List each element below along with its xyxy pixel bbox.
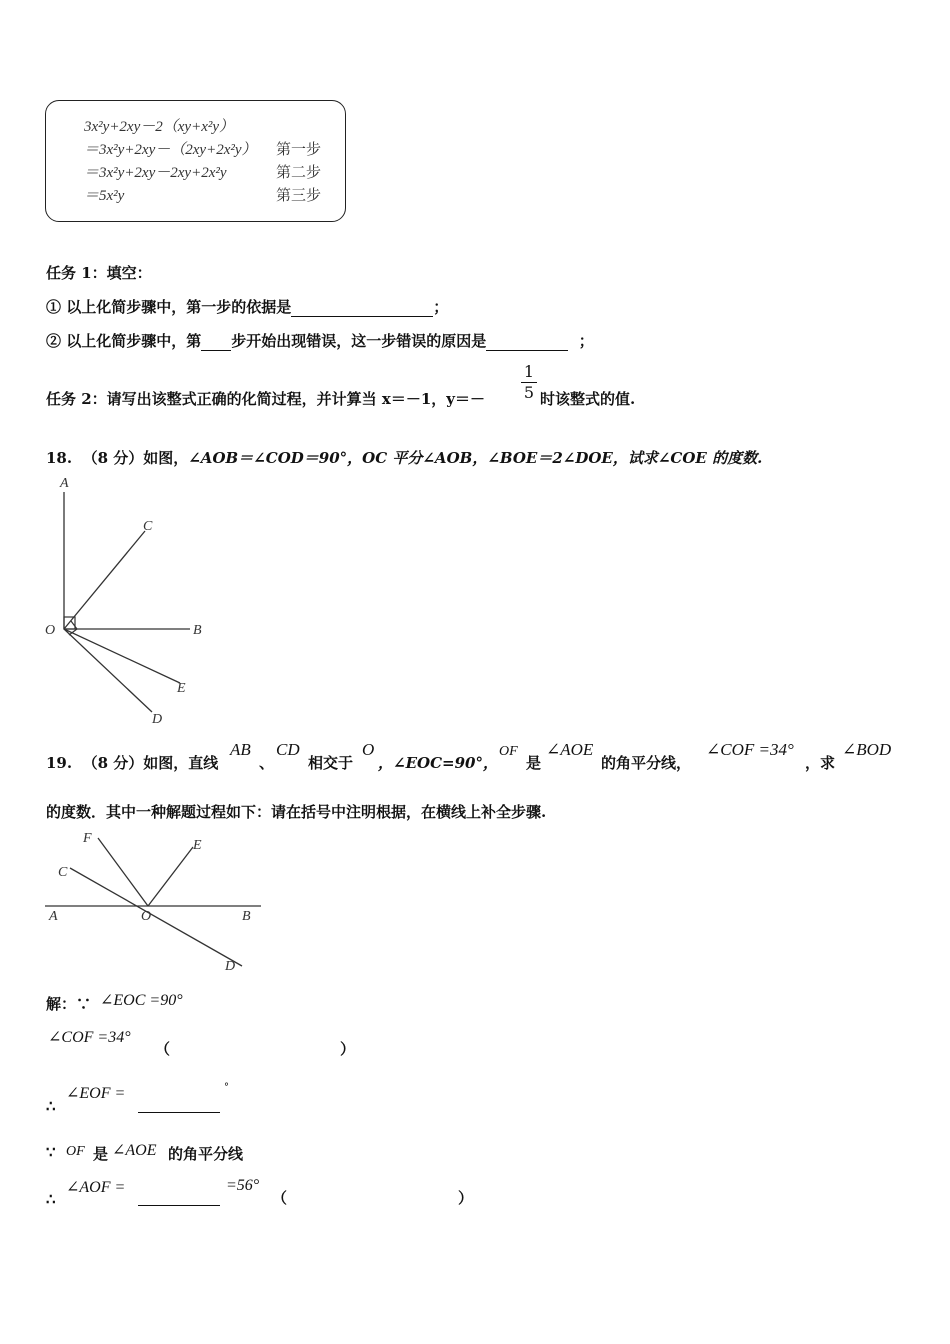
- intersect-text: 相交于: [308, 754, 354, 772]
- bisector-text: 的角平分线，: [601, 754, 692, 772]
- q19-figure: [40, 825, 270, 975]
- box-line-4: ＝5x²y: [84, 188, 125, 204]
- paren-close-1: ）: [340, 1040, 356, 1058]
- sol-is: 是: [93, 1145, 109, 1163]
- line-CD-drawn: [70, 868, 242, 966]
- sol-eof: ∠EOF =: [66, 1085, 126, 1102]
- fraction-one-fifth: 1 5: [521, 362, 537, 403]
- ray-OF-drawn: [98, 838, 148, 906]
- task2-text-end: 时该整式的值.: [540, 390, 636, 408]
- line-CD: CD: [276, 740, 300, 759]
- label-A: A: [60, 476, 69, 491]
- label-C: C: [58, 865, 68, 880]
- simplification-box: [45, 100, 346, 222]
- therefore-2: ∴: [46, 1190, 56, 1208]
- cof-value: ∠COF =34°: [706, 740, 794, 759]
- reason-input-2[interactable]: [292, 1185, 452, 1205]
- ray-OC: [64, 531, 145, 629]
- paren-open-2: （: [272, 1189, 288, 1207]
- label-D: D: [225, 959, 236, 974]
- step-label-2: 第二步: [276, 163, 322, 181]
- step-label-3: 第三步: [276, 186, 322, 204]
- therefore-1: ∴: [46, 1097, 56, 1115]
- eoc-condition: ，∠EOC=90°，: [378, 754, 498, 772]
- sol-aoe: ∠AOE: [112, 1142, 157, 1159]
- label-F: F: [83, 831, 92, 846]
- solution-label: 解：∵: [46, 995, 92, 1013]
- q19-text-line1: 19. （8 分）如图，直线: [46, 754, 219, 772]
- paren-close-2: ）: [458, 1189, 474, 1207]
- ray-OE: [64, 629, 180, 683]
- ray-OE-drawn: [148, 847, 193, 906]
- task2-text: 任务 2：请写出该整式正确的化简过程，并计算当 x＝－1，y＝－: [46, 390, 485, 408]
- reason-input-1[interactable]: [175, 1036, 335, 1056]
- task1-item2: ② 以上化简步骤中，第 步开始出现错误，这一步错误的原因是 ；: [46, 332, 594, 350]
- separator: 、: [259, 754, 275, 772]
- box-line-1: 3x²y+2xy－2（xy+x²y）: [84, 119, 235, 135]
- label-A: A: [49, 909, 58, 924]
- label-B: B: [193, 623, 202, 638]
- label-E: E: [177, 681, 186, 696]
- blank-step-number[interactable]: [201, 334, 231, 351]
- is-text: 是: [526, 754, 542, 772]
- ask-text: ，求: [805, 754, 836, 772]
- blank-eof[interactable]: [138, 1096, 220, 1113]
- sol-of: OF: [66, 1144, 85, 1159]
- box-line-2: ＝3x²y+2xy－（2xy+2x²y）: [84, 142, 257, 158]
- step-label-1: 第一步: [276, 140, 322, 158]
- angle-AOE: ∠AOE: [546, 740, 594, 759]
- task1-item1: ① 以上化简步骤中，第一步的依据是 ；: [46, 298, 449, 316]
- blank-aof[interactable]: [138, 1189, 220, 1206]
- sol-of-bisector: ∵: [46, 1143, 56, 1161]
- blank-error-reason[interactable]: [486, 334, 568, 351]
- sol-aof: ∠AOF =: [66, 1179, 126, 1196]
- blank-basis[interactable]: [291, 300, 433, 317]
- q18-text: 18. （8 分）如图，∠AOB＝∠COD＝90°，OC 平分∠AOB，∠BOE＝2∠DOE，试求∠COE 的度数.: [46, 449, 763, 467]
- sol-aof-value: =56°: [226, 1177, 260, 1194]
- point-O: O: [362, 740, 375, 759]
- sol-eoc: ∠EOC =90°: [100, 992, 183, 1009]
- q19-text-line2: 的度数．其中一种解题过程如下：请在括号中注明根据，在横线上补全步骤.: [46, 803, 547, 821]
- label-O: O: [45, 623, 56, 638]
- task1-title: 任务 1：填空：: [46, 264, 152, 282]
- label-D: D: [152, 712, 163, 727]
- label-B: B: [242, 909, 251, 924]
- q18-figure: [40, 472, 220, 727]
- box-line-3: ＝3x²y+2xy－2xy+2x²y: [84, 165, 227, 181]
- sol-bisector-end: 的角平分线: [168, 1145, 244, 1163]
- ray-OF: OF: [499, 744, 518, 759]
- label-O: O: [141, 909, 152, 924]
- ray-OD: [64, 629, 152, 712]
- label-C: C: [143, 519, 153, 534]
- paren-open-1: （: [155, 1040, 171, 1058]
- angle-BOD: ∠BOD: [842, 740, 892, 759]
- degree-mark: °: [224, 1082, 229, 1093]
- sol-cof: ∠COF =34°: [48, 1029, 131, 1046]
- line-AB: AB: [230, 740, 251, 759]
- label-E: E: [193, 838, 202, 853]
